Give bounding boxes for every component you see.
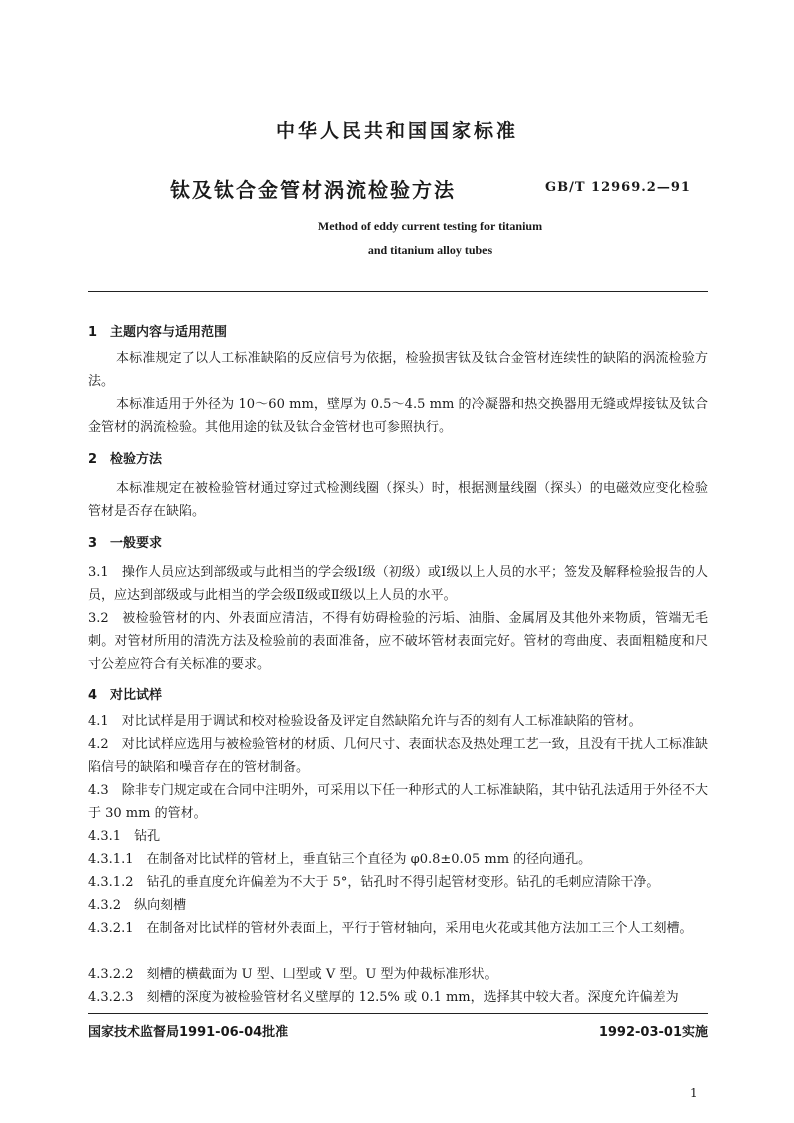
effective-date: 1992-03-01实施 <box>598 1025 708 1040</box>
section-2-heading: 2 检验方法 <box>88 452 163 467</box>
clause-4-1: 4.1 对比试样是用于调试和校对检验设备及评定自然缺陷允许与否的刻有人工标准缺陷的管材。 <box>88 714 642 729</box>
section-4-heading: 4 对比试样 <box>88 688 163 703</box>
clause-4-3-1-1: 4.3.1.1 在制备对比试样的管材上，垂直钻三个直径为 φ0.8±0.05 mm 的径向通孔。 <box>88 852 592 867</box>
page-number: 1 <box>690 1086 698 1100</box>
clause-4-3-2: 4.3.2 纵向刻槽 <box>88 898 187 913</box>
clause-4-3: 4.3 除非专门规定或在合同中注明外，可采用以下任一种形式的人工标准缺陷，其中钻孔法适用于外径不大于 30 mm 的管材。 <box>88 783 708 821</box>
clause-4-3-2-2: 4.3.2.2 刻槽的横截面为 U 型、凵型或 V 型。U 型为仲裁标准形状。 <box>88 967 498 982</box>
document-title: 钛及钛合金管材涡流检验方法 <box>170 178 456 202</box>
clause-4-3-1: 4.3.1 钻孔 <box>88 829 161 844</box>
clause-3-1: 3.1 操作人员应达到部级或与此相当的学会级Ⅰ级（初级）或Ⅰ级以上人员的水平；签发及解释检验报告的人员，应达到部级或与此相当的学会级Ⅱ级或Ⅱ级以上人员的水平。 <box>88 565 708 603</box>
clause-4-3-1-2: 4.3.1.2 钻孔的垂直度允许偏差为不大于 5°，钻孔时不得引起管材变形。钻孔的毛刺应清除干净。 <box>88 875 660 890</box>
clause-4-3-2-3: 4.3.2.3 刻槽的深度为被检验管材名义壁厚的 12.5% 或 0.1 mm，选择其中较大者。深度允许偏差为 <box>88 990 679 1005</box>
english-title-line-2: and titanium alloy tubes <box>367 243 493 257</box>
clause-4-2: 4.2 对比试样应选用与被检验管材的材质、几何尺寸、表面状态及热处理工艺一致，且没有干扰人工标准缺陷信号的缺陷和噪音存在的管材制备。 <box>88 737 708 775</box>
section-3-heading: 3 一般要求 <box>88 536 163 551</box>
section-2-paragraph-1: 本标准规定在被检验管材通过穿过式检测线圈（探头）时，根据测量线圈（探头）的电磁效应变化检验管材是否存在缺陷。 <box>88 481 708 519</box>
footer-divider <box>88 1013 708 1014</box>
approval-line: 国家技术监督局1991-06-04批准 <box>88 1025 289 1040</box>
standard-code: GB/T 12969.2—91 <box>545 180 691 195</box>
clause-3-2: 3.2 被检验管材的内、外表面应清洁，不得有妨碍检验的污垢、油脂、金属屑及其他外来物质，管端无毛刺。对管材所用的清洗方法及检验前的表面准备，应不破坏管材表面完好。管材的弯曲度、表面粗糙度和尺寸公差应符合有关标准的要求。 <box>88 611 708 672</box>
section-1-paragraph-2: 本标准适用于外径为 10～60 mm，壁厚为 0.5～4.5 mm 的冷凝器和热交换器用无缝或焊接钛及钛合金管材的涡流检验。其他用途的钛及钛合金管材也可参照执行。 <box>88 397 708 435</box>
header-divider <box>88 291 708 292</box>
section-1-paragraph-1: 本标准规定了以人工标准缺陷的反应信号为依据，检验损害钛及钛合金管材连续性的缺陷的涡流检验方法。 <box>88 351 708 389</box>
english-title-line-1: Method of eddy current testing for titanium <box>317 219 543 233</box>
standard-body-heading: 中华人民共和国国家标准 <box>275 120 518 142</box>
clause-4-3-2-1: 4.3.2.1 在制备对比试样的管材外表面上，平行于管材轴向，采用电火花或其他方法加工三个人工刻槽。 <box>88 921 693 936</box>
section-1-heading: 1 主题内容与适用范围 <box>88 325 228 340</box>
